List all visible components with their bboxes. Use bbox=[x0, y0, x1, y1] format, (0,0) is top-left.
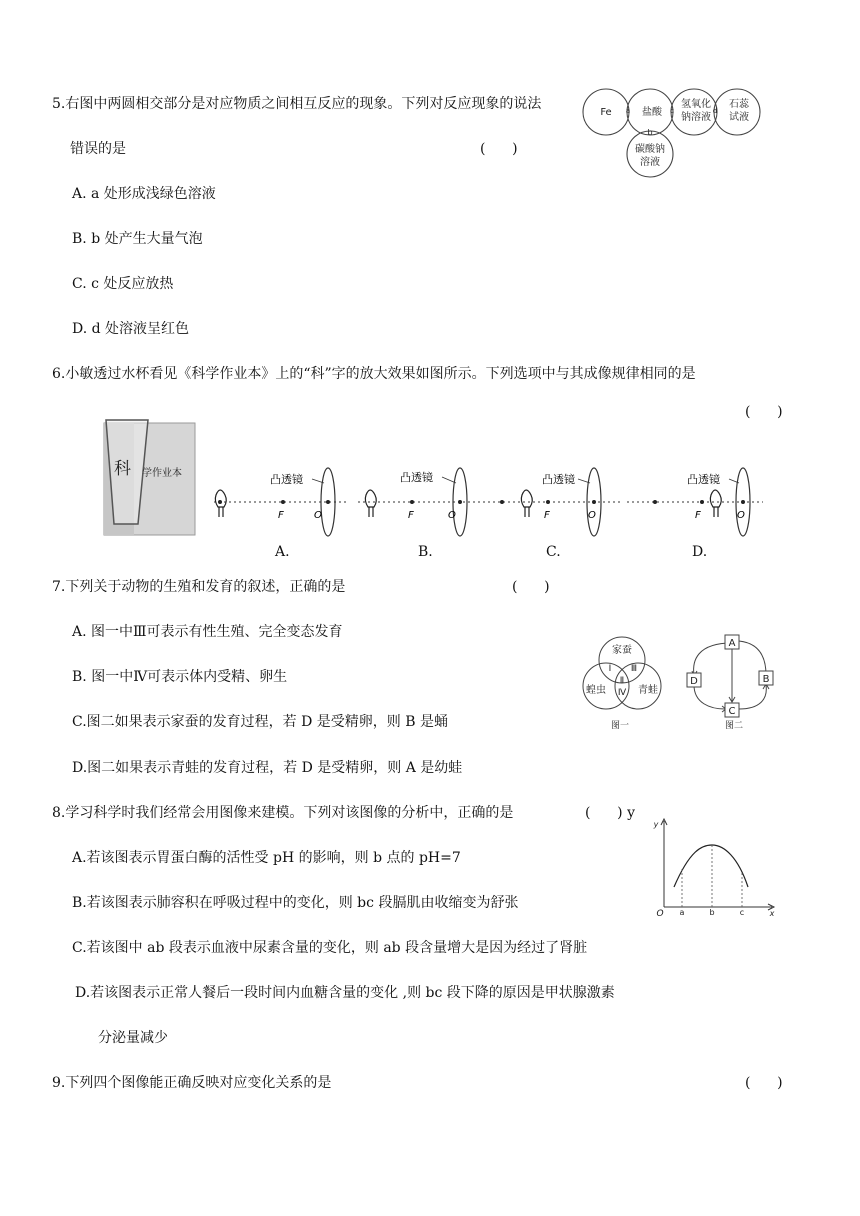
q7-option-a: A. 图一中Ⅲ可表示有性生殖、完全变态发育 bbox=[72, 624, 343, 640]
q6-stem: 6.小敏透过水杯看见《科学作业本》上的“科”字的放大效果如图所示。下列选项中与其成像规律相同的是 bbox=[52, 366, 696, 382]
q6-glass-photo bbox=[104, 418, 196, 536]
q5-option-b: B. b 处产生大量气泡 bbox=[72, 231, 203, 247]
q5-reaction-circles-figure bbox=[582, 80, 762, 180]
q6-a-lens-label: 凸透镜 bbox=[270, 473, 303, 486]
q5-answer-parens: ( ) bbox=[480, 141, 518, 157]
q5-fig-litmus-2: 试液 bbox=[729, 112, 749, 123]
q7-option-c: C.图二如果表示家蚕的发育过程，若 D 是受精卵，则 B 是蛹 bbox=[72, 714, 448, 730]
q5-fig-d: d bbox=[712, 107, 718, 115]
q6-option-b-diagram bbox=[352, 465, 492, 555]
q7-fig1-region-i: Ⅰ bbox=[608, 664, 612, 674]
q6-c-focus-f: F bbox=[544, 510, 550, 521]
q7-fig2-caption: 图二 bbox=[724, 721, 744, 731]
q6-photo-book-title: 学作业本 bbox=[142, 468, 182, 479]
q5-option-d: D. d 处溶液呈红色 bbox=[72, 321, 190, 337]
q7-fig1-caption: 图一 bbox=[610, 721, 630, 731]
q7-fig2-box-a: A bbox=[728, 638, 736, 649]
q5-option-a: A. a 处形成浅绿色溶液 bbox=[72, 186, 216, 202]
q5-stem-line1: 5.右图中两圆相交部分是对应物质之间相互反应的现象。下列对反应现象的说法 bbox=[52, 96, 542, 112]
q6-option-c-diagram bbox=[482, 465, 622, 555]
q6-b-lens-label: 凸透镜 bbox=[400, 471, 433, 484]
q6-c-center-o: O bbox=[588, 510, 596, 521]
q7-answer-parens: ( ) bbox=[512, 579, 550, 595]
q7-option-d: D.图二如果表示青蛙的发育过程，若 D 是受精卵，则 A 是幼蛙 bbox=[72, 760, 463, 776]
q7-fig1-locust: 蝗虫 bbox=[586, 685, 606, 696]
q5-fig-na2co3-1: 碳酸钠 bbox=[635, 144, 665, 155]
q6-d-lens-label: 凸透镜 bbox=[687, 473, 720, 486]
q5-fig-hcl: 盐酸 bbox=[642, 107, 662, 118]
q7-fig1-region-iv: Ⅳ bbox=[617, 688, 627, 698]
q8-answer-parens: ( ) y bbox=[585, 805, 635, 821]
q8-option-b: B.若该图表示肺容积在呼吸过程中的变化，则 bc 段膈肌由收缩变为舒张 bbox=[72, 895, 519, 911]
q6-option-b-label: B. bbox=[418, 544, 433, 560]
q6-option-a-label: A. bbox=[275, 544, 290, 560]
q5-fig-naoh-2: 钠溶液 bbox=[681, 112, 711, 123]
q7-fig1-region-iii: Ⅲ bbox=[630, 664, 638, 674]
q8-graph-x-label: x bbox=[769, 909, 775, 918]
q8-graph-y-label: y bbox=[653, 820, 659, 829]
q8-graph-point-b: b bbox=[709, 908, 715, 917]
q6-c-lens-label: 凸透镜 bbox=[542, 473, 575, 486]
q6-b-focus-f: F bbox=[408, 510, 414, 521]
q6-photo-ke-char: 科 bbox=[114, 459, 131, 479]
q5-fig-a: a bbox=[625, 107, 631, 115]
q7-fig1-region-ii: Ⅱ bbox=[619, 676, 625, 686]
q8-option-c: C.若该图中 ab 段表示血液中尿素含量的变化，则 ab 段含量增大是因为经过了肾脏 bbox=[72, 940, 588, 956]
q5-stem-line2: 错误的是 bbox=[70, 141, 126, 157]
q5-fig-fe: Fe bbox=[600, 107, 612, 118]
q7-fig2-box-c: C bbox=[728, 706, 736, 717]
q7-figure-one-venn bbox=[578, 633, 668, 733]
q8-stem: 8.学习科学时我们经常会用图像来建模。下列对该图像的分析中，正确的是 bbox=[52, 805, 514, 821]
q9-stem: 9.下列四个图像能正确反映对应变化关系的是 bbox=[52, 1075, 332, 1091]
q6-d-focus-f: F bbox=[695, 510, 701, 521]
q6-option-d-label: D. bbox=[692, 544, 708, 560]
q5-fig-na2co3-2: 溶液 bbox=[640, 157, 660, 168]
q5-fig-litmus-1: 石蕊 bbox=[729, 99, 749, 110]
q5-fig-naoh-1: 氢氧化 bbox=[681, 99, 711, 110]
q8-graph-point-c: c bbox=[739, 908, 745, 917]
q7-fig2-box-d: D bbox=[690, 676, 698, 687]
q6-b-center-o: O bbox=[448, 510, 456, 521]
q8-option-d-continued: 分泌量减少 bbox=[98, 1030, 168, 1046]
q8-option-a: A.若该图表示胃蛋白酶的活性受 pH 的影响，则 b 点的 pH=7 bbox=[72, 850, 461, 866]
q8-curve-graph bbox=[650, 815, 780, 919]
q6-a-focus-f: F bbox=[278, 510, 284, 521]
q7-fig1-silkworm: 家蚕 bbox=[612, 645, 632, 656]
q6-option-a-diagram bbox=[208, 465, 348, 555]
q5-fig-b: b bbox=[647, 128, 653, 137]
q8-option-d: D.若该图表示正常人餐后一段时间内血糖含量的变化 ,则 bc 段下降的原因是甲状腺激素 bbox=[75, 985, 615, 1001]
q7-stem: 7.下列关于动物的生殖和发育的叙述，正确的是 bbox=[52, 579, 346, 595]
q7-fig1-frog: 青蛙 bbox=[638, 685, 658, 696]
q8-graph-point-a: a bbox=[679, 908, 685, 917]
q5-fig-c: c bbox=[670, 107, 674, 115]
q9-answer-parens: ( ) bbox=[745, 1075, 783, 1091]
q6-option-c-label: C. bbox=[546, 544, 561, 560]
q7-option-b: B. 图一中Ⅳ可表示体内受精、卵生 bbox=[72, 669, 288, 685]
q6-d-center-o: O bbox=[737, 510, 745, 521]
q6-a-center-o: O bbox=[314, 510, 322, 521]
q7-figure-two-cycle bbox=[682, 633, 782, 733]
q5-option-c: C. c 处反应放热 bbox=[72, 276, 174, 292]
q8-graph-origin: O bbox=[656, 909, 664, 919]
q6-option-d-diagram bbox=[625, 465, 765, 555]
q6-answer-parens: ( ) bbox=[745, 404, 783, 420]
q7-fig2-box-b: B bbox=[762, 674, 770, 685]
